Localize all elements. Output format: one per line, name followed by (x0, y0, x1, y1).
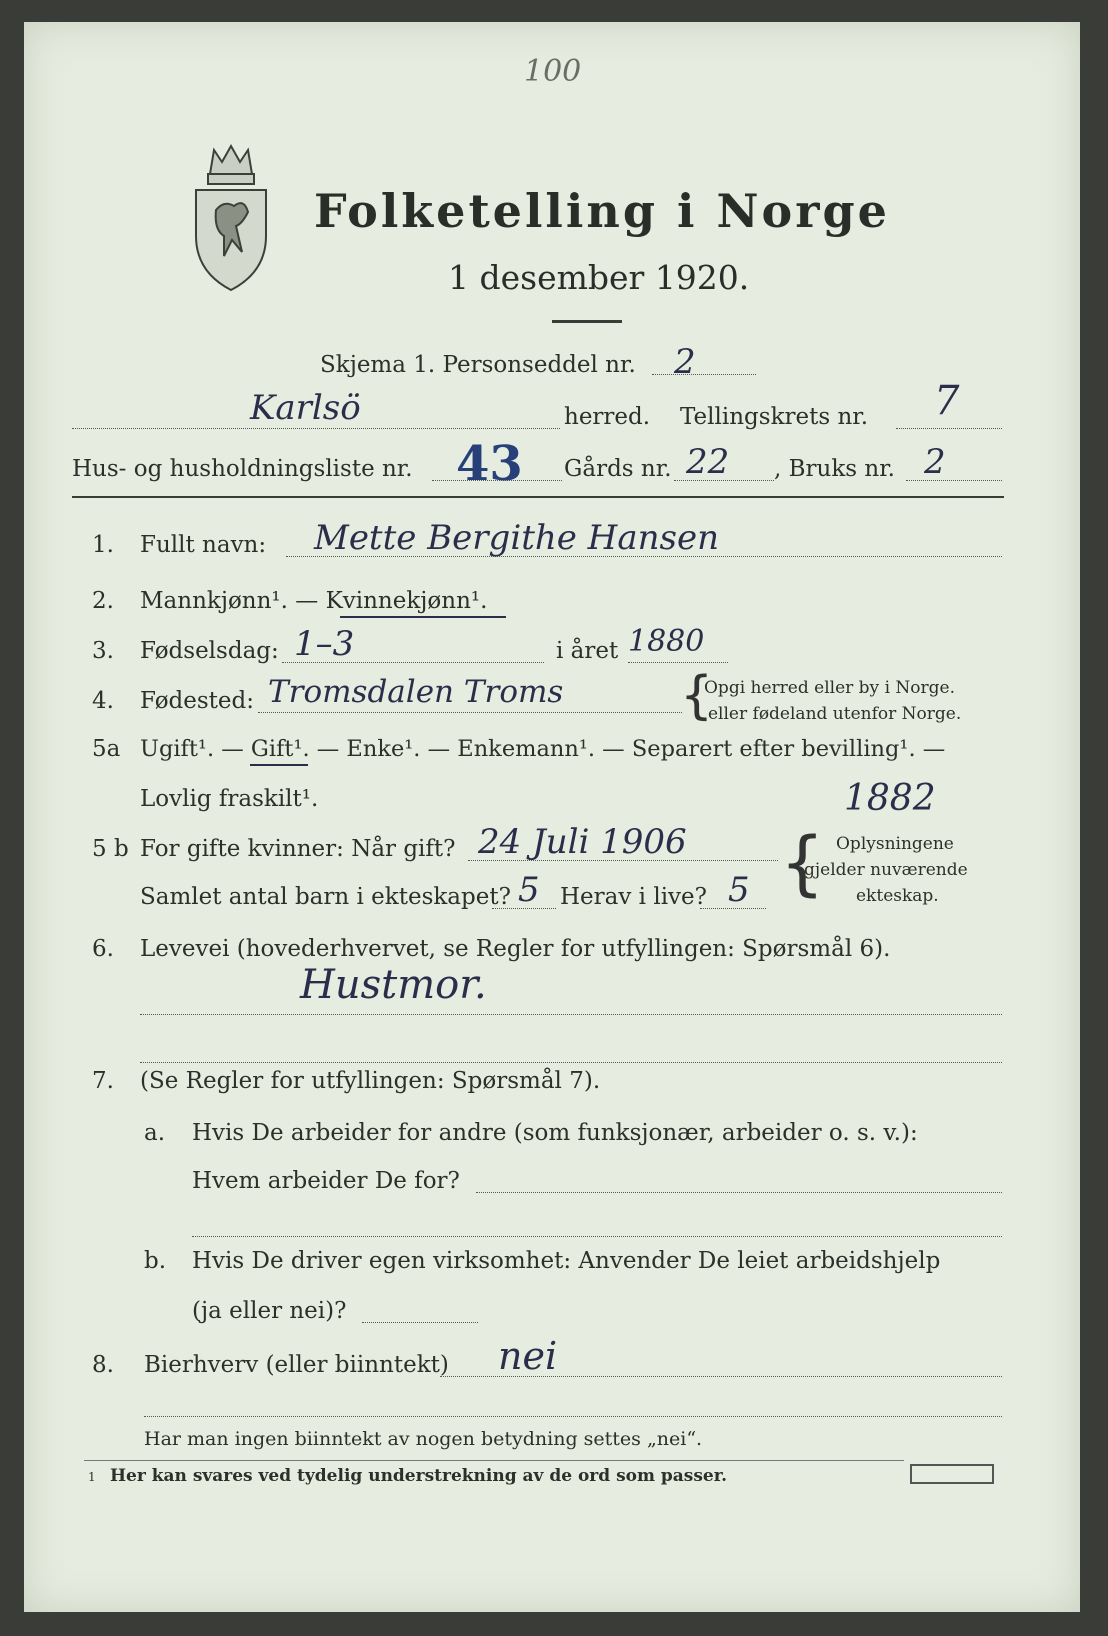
q5b-note-1: Oplysningene (836, 834, 954, 854)
footer-rule (84, 1460, 904, 1461)
q8-number: 8. (92, 1352, 114, 1378)
occupation-value: Hustmor. (300, 962, 487, 1008)
gift-underline (250, 764, 308, 766)
q2-number: 2. (92, 588, 114, 614)
marriage-date-value: 24 Juli 1906 (478, 822, 687, 862)
q7b-line-1: Hvis De driver egen virksomhet: Anvender De leiet arbeidshjelp (192, 1248, 941, 1274)
full-name-value: Mette Bergithe Hansen (314, 518, 719, 558)
title-divider (552, 320, 622, 323)
header-rule (72, 496, 1004, 498)
side-income-value: nei (498, 1334, 558, 1378)
birth-year-value: 1880 (628, 624, 705, 659)
q7a-line-1: Hvis De arbeider for andre (som funksjonær, arbeider o. s. v.): (192, 1120, 918, 1146)
herred-value: Karlsö (250, 388, 361, 428)
q4-number: 4. (92, 688, 114, 714)
q5a-line-2: Lovlig fraskilt¹. (140, 786, 319, 812)
q5b-married-label: For gifte kvinner: Når gift? (140, 836, 456, 862)
q7a-line-2: Hvem arbeider De for? (192, 1168, 460, 1194)
q7-label: (Se Regler for utfyllingen: Spørsmål 7). (140, 1068, 601, 1094)
q4-label: Fødested: (140, 688, 255, 714)
q5a-line-1: Ugift¹. — Gift¹. — Enke¹. — Enkemann¹. — Separert efter bevilling¹. — (140, 736, 946, 762)
bruks-nr: 2 (924, 442, 946, 482)
personseddel-nr: 2 (674, 342, 696, 382)
q7b-line-2: (ja eller nei)? (192, 1298, 347, 1324)
brace: { (680, 666, 714, 726)
q8-label: Bierhverv (eller biinntekt) (144, 1352, 449, 1378)
q5b-children-label: Samlet antal barn i ekteskapet? (140, 884, 511, 910)
children-alive-value: 5 (728, 870, 750, 910)
q7-number: 7. (92, 1068, 114, 1094)
year-label: i året (556, 638, 619, 664)
q6-number: 6. (92, 936, 114, 962)
q5b-note-3: ekteskap. (856, 886, 939, 906)
footnote-mark: 1 (88, 1470, 96, 1484)
q2-label: Mannkjønn¹. — Kvinnekjønn¹. (140, 588, 488, 614)
q5b-alive-label: Herav i live? (560, 884, 707, 910)
q6-label: Levevei (hovederhvervet, se Regler for utfyllingen: Spørsmål 6). (140, 936, 891, 962)
husliste-nr: 43 (456, 436, 523, 492)
q7a-letter: a. (144, 1120, 166, 1146)
q5a-number: 5a (92, 736, 121, 762)
husliste-label: Hus- og husholdningsliste nr. (72, 456, 413, 482)
margin-year-note: 1882 (844, 778, 936, 819)
q3-label: Fødselsdag: (140, 638, 279, 664)
bruks-label: , Bruks nr. (774, 456, 895, 482)
kvinnekjonn-underline (340, 616, 506, 618)
children-total-value: 5 (518, 870, 540, 910)
q7b-letter: b. (144, 1248, 167, 1274)
gards-label: Gårds nr. (564, 456, 672, 482)
brace-5b: { (780, 822, 825, 904)
archive-mark: 100 (524, 54, 582, 89)
printer-stamp (910, 1464, 994, 1484)
herred-label: herred. (564, 404, 651, 430)
coat-of-arms-icon (190, 140, 272, 292)
q1-number: 1. (92, 532, 114, 558)
q1-label: Fullt navn: (140, 532, 267, 558)
tellingskrets-nr: 7 (934, 378, 960, 424)
gards-nr: 22 (686, 442, 730, 482)
birthplace-value: Tromsdalen Troms (268, 674, 564, 710)
q4-note-2: eller fødeland utenfor Norge. (708, 704, 962, 724)
q5b-note-2: gjelder nuværende (804, 860, 968, 880)
skjema-label: Skjema 1. Personseddel nr. (320, 352, 636, 378)
form-date: 1 desember 1920. (448, 258, 750, 297)
q5b-number: 5 b (92, 836, 129, 862)
footer-note: Har man ingen biinntekt av nogen betydning settes „nei“. (144, 1428, 703, 1450)
q3-number: 3. (92, 638, 114, 664)
census-form (24, 22, 1080, 1612)
tellingskrets-label: Tellingskrets nr. (680, 404, 869, 430)
q4-note-1: Opgi herred eller by i Norge. (704, 678, 955, 698)
footnote-text: Her kan svares ved tydelig understrekning av de ord som passer. (110, 1466, 728, 1486)
birthdate-value: 1–3 (294, 624, 355, 664)
form-title: Folketelling i Norge (314, 184, 890, 238)
